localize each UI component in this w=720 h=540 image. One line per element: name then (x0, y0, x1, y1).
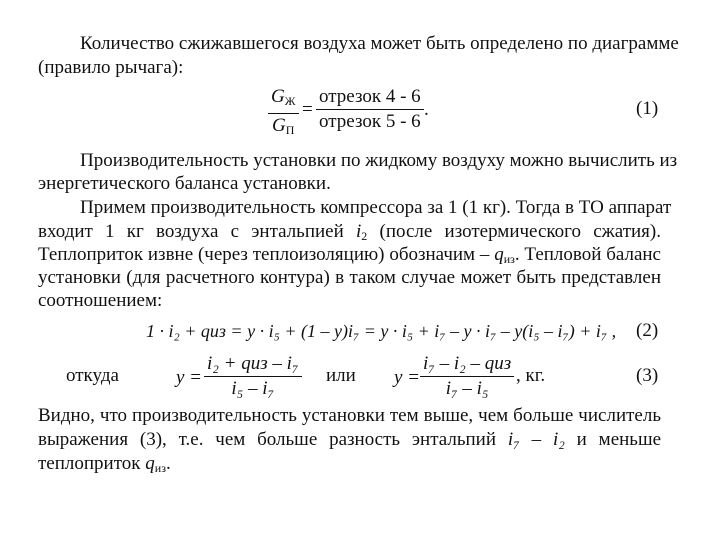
para1-line1: Количество сжижавшегося воздуха может быть определено по диаграмме (80, 33, 679, 54)
eq1-period: . (424, 99, 429, 120)
eq3-lhs1: y = (176, 367, 203, 388)
eq3-middle: или (326, 365, 356, 386)
eq1-lhs-fraction: $G_Ж$ $G_П$ (268, 86, 299, 141)
eq2-number: (2) (636, 320, 659, 341)
eq3-number: (3) (636, 365, 659, 386)
eq1-number: (1) (636, 98, 659, 119)
eq1-equals: = (302, 99, 313, 120)
eq2-expression: 1 · i₂ + qиз = y · i₅ + (1 – y)i₇ = y · i₅ + i₇ – y · i₇ – y(i₅ – i₇) + i₇ , (146, 321, 617, 341)
para3-line3: Теплоприток извне (через теплоизоляцию) обозначим – $q_{из}$. Тепловой баланс (38, 244, 661, 266)
para4-line1: Видно, что производительность установки тем выше, чем больше числитель (38, 405, 661, 426)
para1-line2: (правило рычага): (38, 57, 184, 78)
eq1-rhs-fraction: отрезок 4 - 6 отрезок 5 - 6 (316, 86, 424, 133)
para2-line1: Производительность установки по жидкому воздуху можно вычислить из (80, 150, 678, 171)
eq3-fraction1: i₂ + qиз – i₇ i₅ – i₇ (204, 353, 302, 400)
para3-line2: входит 1 кг воздуха с энтальпией $i_2$ (после изотермического сжатия). (38, 221, 661, 243)
eq3-unit: , кг. (516, 365, 546, 386)
para4-line3: теплоприток $q_{из}$. (38, 453, 171, 475)
para3-line4: установки (для расчетного контура) в таком случае может быть представлен (38, 267, 661, 288)
para3-line5: соотношением: (38, 290, 163, 311)
eq3-prefix: откуда (66, 365, 119, 386)
para3-line1: Примем производительность компрессора за 1 (1 кг). Тогда в ТО аппарат (80, 197, 672, 218)
para2-line2: энергетического баланса установки. (38, 173, 331, 194)
para4-line2: выражения (3), т.е. чем больше разность энтальпий i₇ – i₂ и меньше (38, 429, 662, 450)
eq3-fraction2: i₇ – i₂ – qиз i₇ – i₅ (420, 353, 514, 400)
eq3-lhs2: y = (394, 367, 421, 388)
